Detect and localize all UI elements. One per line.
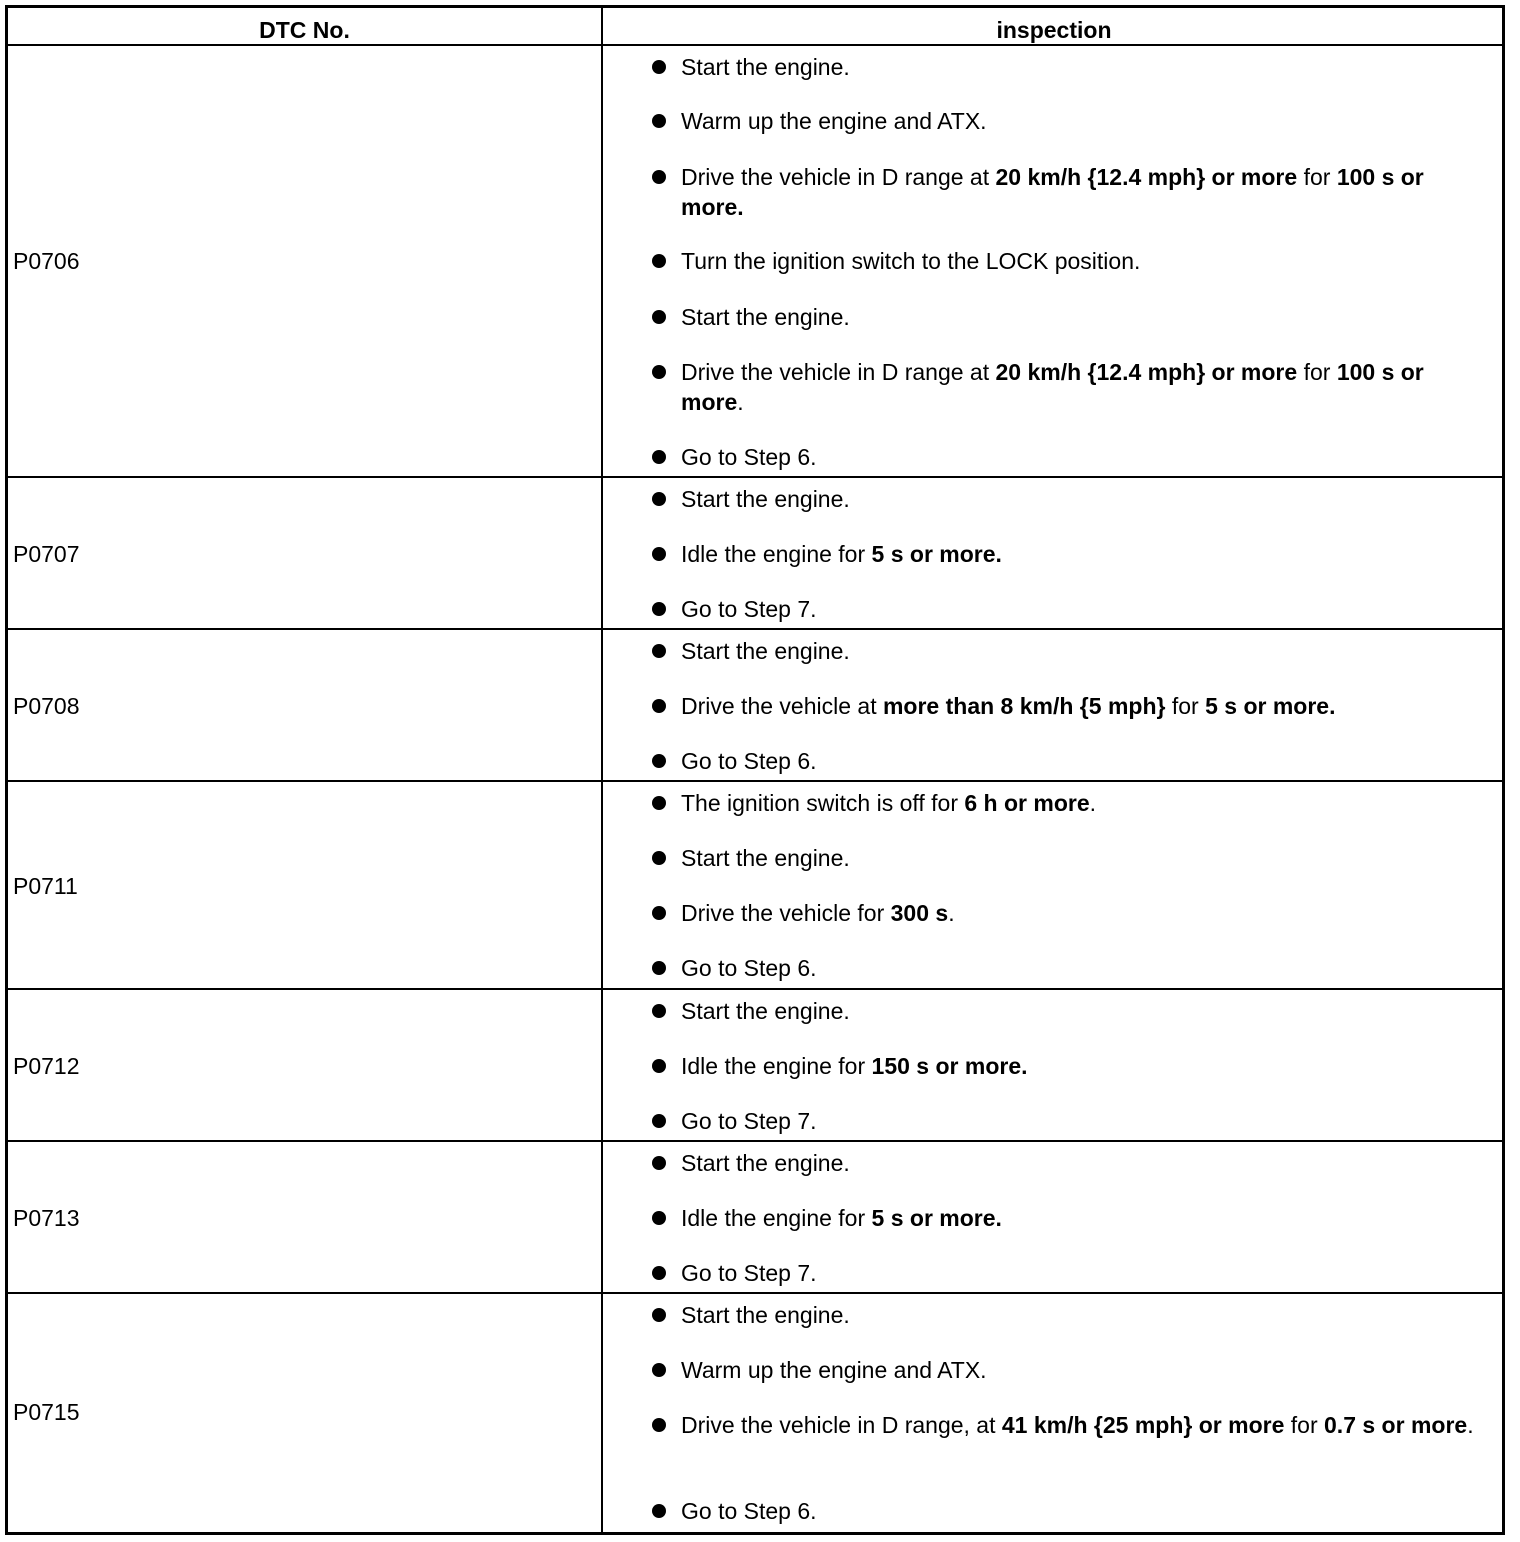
row-divider xyxy=(8,780,1502,782)
step-text: Start the engine. xyxy=(681,1302,850,1328)
step-emphasis: 5 s or more. xyxy=(1205,693,1336,719)
step-text: Start the engine. xyxy=(681,54,850,80)
row-divider xyxy=(8,1292,1502,1294)
step-emphasis: 5 s or more. xyxy=(871,1205,1002,1231)
dtc-code: P0706 xyxy=(13,248,80,274)
bullet-icon xyxy=(652,1211,666,1225)
bullet-icon xyxy=(652,365,666,379)
step-text: Idle the engine for xyxy=(681,1053,872,1079)
step-emphasis: 6 h or more xyxy=(964,790,1090,816)
step-text: Drive the vehicle in D range at xyxy=(681,164,996,190)
step-text: Drive the vehicle for xyxy=(681,900,891,926)
step-text: Warm up the engine and ATX. xyxy=(681,108,987,134)
bullet-icon xyxy=(652,450,666,464)
step-text: . xyxy=(1467,1412,1474,1438)
step-text: Start the engine. xyxy=(681,1150,850,1176)
dtc-code: P0715 xyxy=(13,1399,80,1425)
dtc-code: P0708 xyxy=(13,693,80,719)
step-text: for xyxy=(1284,1412,1325,1438)
row-divider xyxy=(8,988,1502,990)
step-text: . xyxy=(948,900,955,926)
step-text: Go to Step 6. xyxy=(681,1498,817,1524)
inspection-step xyxy=(681,246,1481,276)
step-emphasis: more than 8 km/h {5 mph} xyxy=(882,693,1166,719)
inspection-step xyxy=(681,484,1481,514)
step-text: Go to Step 7. xyxy=(681,596,817,622)
step-text: Idle the engine for xyxy=(681,1205,872,1231)
step-emphasis: 20 km/h {12.4 mph} or more xyxy=(995,164,1298,190)
step-emphasis: 0.7 s or more xyxy=(1324,1412,1468,1438)
bullet-icon xyxy=(652,851,666,865)
inspection-step xyxy=(681,691,1481,721)
step-text: The ignition switch is off for xyxy=(681,790,965,816)
inspection-step xyxy=(681,1148,1481,1178)
step-emphasis: 100 s or more xyxy=(681,359,1424,415)
bullet-icon xyxy=(652,1308,666,1322)
bullet-icon xyxy=(652,961,666,975)
inspection-step xyxy=(681,788,1481,818)
inspection-step xyxy=(681,594,1481,624)
step-text: Idle the engine for xyxy=(681,541,872,567)
step-text: Go to Step 6. xyxy=(681,748,817,774)
inspection-step xyxy=(681,539,1481,569)
bullet-icon xyxy=(652,254,666,268)
inspection-step xyxy=(681,52,1481,82)
step-text: . xyxy=(1089,790,1097,816)
bullet-icon xyxy=(652,1004,666,1018)
step-text: Go to Step 7. xyxy=(681,1260,817,1286)
dtc-code: P0711 xyxy=(13,873,78,899)
bullet-icon xyxy=(652,1156,666,1170)
bullet-icon xyxy=(652,699,666,713)
step-text: Drive the vehicle at xyxy=(681,693,883,719)
inspection-step xyxy=(681,1203,1481,1233)
step-text: for xyxy=(1297,359,1337,385)
bullet-icon xyxy=(652,906,666,920)
inspection-step xyxy=(681,1496,1481,1526)
bullet-icon xyxy=(652,310,666,324)
inspection-step xyxy=(681,162,1481,222)
step-emphasis: 300 s xyxy=(890,900,949,926)
row-divider xyxy=(8,44,1502,46)
inspection-step xyxy=(681,1300,1481,1330)
inspection-step xyxy=(681,1355,1481,1385)
dtc-code: P0713 xyxy=(13,1205,80,1231)
bullet-icon xyxy=(652,1363,666,1377)
header-inspection: inspection xyxy=(996,16,1112,43)
step-emphasis: 20 km/h {12.4 mph} or more xyxy=(995,359,1298,385)
bullet-icon xyxy=(652,1059,666,1073)
bullet-icon xyxy=(652,754,666,768)
bullet-icon xyxy=(652,644,666,658)
inspection-step xyxy=(681,1051,1481,1081)
step-text: Drive the vehicle in D range, at xyxy=(681,1412,1002,1438)
step-text: Warm up the engine and ATX. xyxy=(681,1357,987,1383)
inspection-step xyxy=(681,1106,1481,1136)
step-text: Go to Step 7. xyxy=(681,1108,817,1134)
row-divider xyxy=(8,476,1502,478)
bullet-icon xyxy=(652,492,666,506)
bullet-icon xyxy=(652,1418,666,1432)
step-text: Turn the ignition switch to the LOCK position. xyxy=(681,248,1141,274)
dtc-inspection-table xyxy=(5,5,1505,1535)
step-text: Go to Step 6. xyxy=(681,955,817,981)
dtc-code: P0707 xyxy=(13,541,80,567)
step-text: . xyxy=(737,389,744,415)
header-dtc-no: DTC No. xyxy=(259,16,350,43)
bullet-icon xyxy=(652,1266,666,1280)
step-text: Start the engine. xyxy=(681,845,850,871)
step-text: Start the engine. xyxy=(681,998,850,1024)
inspection-step xyxy=(681,843,1481,873)
step-text: Drive the vehicle in D range at xyxy=(681,359,996,385)
step-emphasis: 5 s or more. xyxy=(871,541,1002,567)
step-text: Start the engine. xyxy=(681,638,850,664)
inspection-step xyxy=(681,442,1481,472)
step-text: Start the engine. xyxy=(681,486,850,512)
inspection-step xyxy=(681,898,1481,928)
bullet-icon xyxy=(652,60,666,74)
column-divider xyxy=(601,8,603,1532)
row-divider xyxy=(8,628,1502,630)
inspection-step xyxy=(681,636,1481,666)
inspection-step xyxy=(681,1258,1481,1288)
dtc-code: P0712 xyxy=(13,1053,80,1079)
row-divider xyxy=(8,1140,1502,1142)
step-emphasis: 41 km/h {25 mph} or more xyxy=(1001,1412,1285,1438)
bullet-icon xyxy=(652,602,666,616)
step-text: Start the engine. xyxy=(681,304,850,330)
inspection-step xyxy=(681,106,1481,136)
inspection-step xyxy=(681,953,1481,983)
bullet-icon xyxy=(652,1504,666,1518)
bullet-icon xyxy=(652,170,666,184)
inspection-step xyxy=(681,302,1481,332)
bullet-icon xyxy=(652,547,666,561)
bullet-icon xyxy=(652,1114,666,1128)
inspection-step xyxy=(681,996,1481,1026)
inspection-step xyxy=(681,357,1481,417)
inspection-step xyxy=(681,1410,1481,1440)
step-text: Go to Step 6. xyxy=(681,444,817,470)
step-text: for xyxy=(1297,164,1337,190)
bullet-icon xyxy=(652,796,666,810)
step-text: for xyxy=(1165,693,1206,719)
inspection-step xyxy=(681,746,1481,776)
step-emphasis: 150 s or more. xyxy=(871,1053,1028,1079)
step-emphasis: 100 s or more. xyxy=(681,164,1424,220)
bullet-icon xyxy=(652,114,666,128)
